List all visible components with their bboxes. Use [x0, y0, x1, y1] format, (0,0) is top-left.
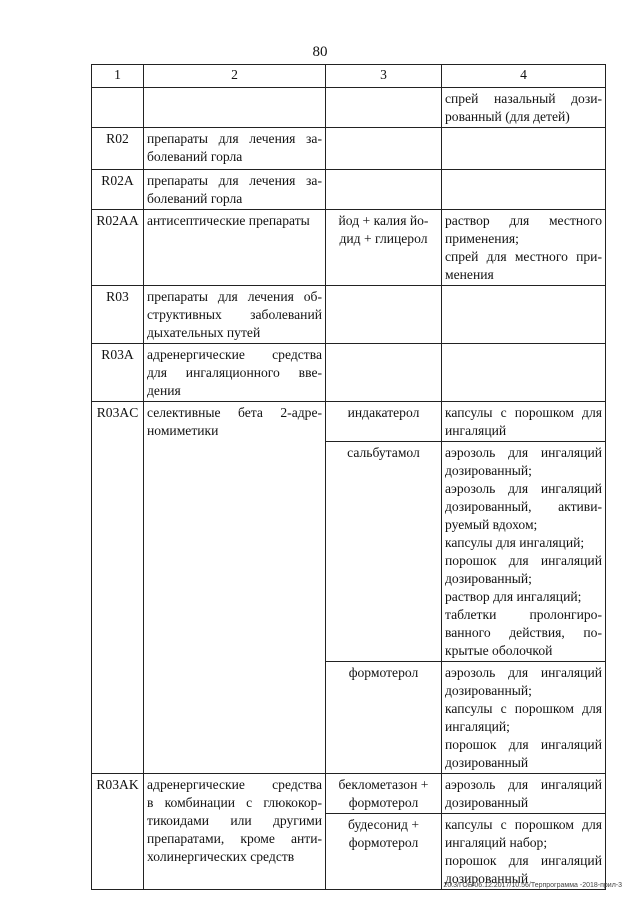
group-line: болеваний горла — [147, 191, 243, 206]
group-line: адренергические средства — [147, 347, 322, 362]
form-line: дозированный, активи- — [445, 499, 602, 514]
inn-cell — [326, 88, 442, 128]
column-header-1: 1 — [92, 65, 144, 88]
inn-cell — [326, 210, 442, 286]
group-cell — [144, 128, 326, 170]
dosage-form-cell — [442, 774, 606, 814]
atc-code-cell: R02 — [92, 128, 144, 170]
form-line: аэрозоль для ингаляций — [445, 481, 602, 496]
dosage-form-cell — [442, 286, 606, 344]
inn-line: дид + глицерол — [339, 231, 428, 246]
inn-line: формотерол — [348, 795, 419, 810]
form-line: раствор для ингаляций; — [445, 589, 582, 604]
form-line: применения; — [445, 231, 519, 246]
inn-cell: сальбутамол — [326, 442, 442, 662]
table-row — [92, 774, 606, 814]
form-line: аэрозоль для ингаляций — [445, 665, 602, 680]
group-line: болеваний горла — [147, 149, 243, 164]
group-cell — [144, 344, 326, 402]
page-number: 80 — [312, 44, 328, 60]
inn-cell — [326, 344, 442, 402]
inn-cell: индакатерол — [326, 402, 442, 442]
form-line: ингаляций; — [445, 719, 510, 734]
drug-table — [91, 64, 606, 890]
table-header-row — [92, 65, 606, 88]
form-line: менения — [445, 267, 494, 282]
inn-line: беклометазон + — [338, 777, 429, 792]
form-line: ванного действия, по- — [445, 625, 602, 640]
inn-cell — [326, 774, 442, 814]
dosage-form-cell — [442, 88, 606, 128]
inn-cell — [326, 170, 442, 210]
group-cell — [144, 402, 326, 774]
group-line: препаратами, кроме анти- — [147, 831, 322, 846]
table-row — [92, 402, 606, 442]
dosage-form-cell — [442, 402, 606, 442]
group-cell — [144, 210, 326, 286]
form-line: ингаляций — [445, 423, 507, 438]
atc-code-cell: R02A — [92, 170, 144, 210]
form-line: раствор для местного — [445, 213, 602, 228]
form-line: крытые оболочкой — [445, 643, 553, 658]
form-line: спрей назальный дози- — [445, 91, 602, 106]
form-line: ингаляций набор; — [445, 835, 548, 850]
atc-code-cell — [92, 88, 144, 128]
form-line: капсулы с порошком для — [445, 405, 602, 420]
group-line: для ингаляционного вве- — [147, 365, 322, 380]
inn-line: формотерол — [348, 835, 419, 850]
dosage-form-cell — [442, 128, 606, 170]
atc-code-cell: R03A — [92, 344, 144, 402]
inn-cell — [326, 128, 442, 170]
table-row — [92, 344, 606, 402]
dosage-form-cell — [442, 662, 606, 774]
group-cell — [144, 170, 326, 210]
form-line: дозированный; — [445, 683, 532, 698]
form-line: спрей для местного при- — [445, 249, 602, 264]
group-line: в комбинации с глюкокор- — [147, 795, 322, 810]
column-header-3: 3 — [326, 65, 442, 88]
form-line: рованный (для детей) — [445, 109, 570, 124]
column-header-4: 4 — [442, 65, 606, 88]
table-row — [92, 88, 606, 128]
dosage-form-cell — [442, 170, 606, 210]
form-line: дозированный — [445, 871, 529, 886]
form-line: аэрозоль для ингаляций — [445, 777, 602, 792]
dosage-form-cell — [442, 442, 606, 662]
group-line: адренергические средства — [147, 777, 322, 792]
dosage-form-cell — [442, 344, 606, 402]
group-line: селективные бета 2-адре- — [147, 405, 322, 420]
group-line: структивных заболеваний — [147, 307, 322, 322]
table-row — [92, 286, 606, 344]
document-footer: 20.3/ГОБ/06.12.2017/10.56/Терпрограмма -2018-прил-3 — [443, 882, 622, 889]
column-header-2: 2 — [144, 65, 326, 88]
form-line: дозированный — [445, 795, 529, 810]
form-line: аэрозоль для ингаляций — [445, 445, 602, 460]
atc-code-cell: R03AC — [92, 402, 144, 774]
group-line: дения — [147, 383, 181, 398]
form-line: порошок для ингаляций — [445, 737, 602, 752]
group-cell — [144, 88, 326, 128]
atc-code-cell: R02AA — [92, 210, 144, 286]
form-line: дозированный; — [445, 463, 532, 478]
form-line: капсулы с порошком для — [445, 701, 602, 716]
atc-code-cell: R03AK — [92, 774, 144, 890]
group-cell — [144, 774, 326, 890]
group-line: номиметики — [147, 423, 219, 438]
form-line: дозированный — [445, 755, 529, 770]
atc-code-cell: R03 — [92, 286, 144, 344]
group-line: тикоидами или другими — [147, 813, 322, 828]
group-line: препараты для лечения об- — [147, 289, 322, 304]
form-line: капсулы для ингаляций; — [445, 535, 585, 550]
inn-line: будесонид + — [348, 817, 419, 832]
form-line: руемый вдохом; — [445, 517, 538, 532]
form-line: дозированный; — [445, 571, 532, 586]
inn-cell — [326, 286, 442, 344]
inn-line: йод + калия йо- — [338, 213, 429, 228]
form-line: капсулы с порошком для — [445, 817, 602, 832]
group-line: препараты для лечения за- — [147, 131, 322, 146]
form-line: порошок для ингаляций — [445, 553, 602, 568]
group-line: дыхательных путей — [147, 325, 261, 340]
table-row — [92, 128, 606, 170]
table-row — [92, 210, 606, 286]
form-line: таблетки пролонгиро- — [445, 607, 602, 622]
group-line: холинергических средств — [147, 849, 295, 864]
dosage-form-cell — [442, 814, 606, 890]
group-line: антисептические препараты — [147, 213, 310, 228]
dosage-form-cell — [442, 210, 606, 286]
group-cell — [144, 286, 326, 344]
table-row — [92, 170, 606, 210]
group-line: препараты для лечения за- — [147, 173, 322, 188]
form-line: порошок для ингаляций — [445, 853, 602, 868]
inn-cell: формотерол — [326, 662, 442, 774]
inn-cell — [326, 814, 442, 890]
